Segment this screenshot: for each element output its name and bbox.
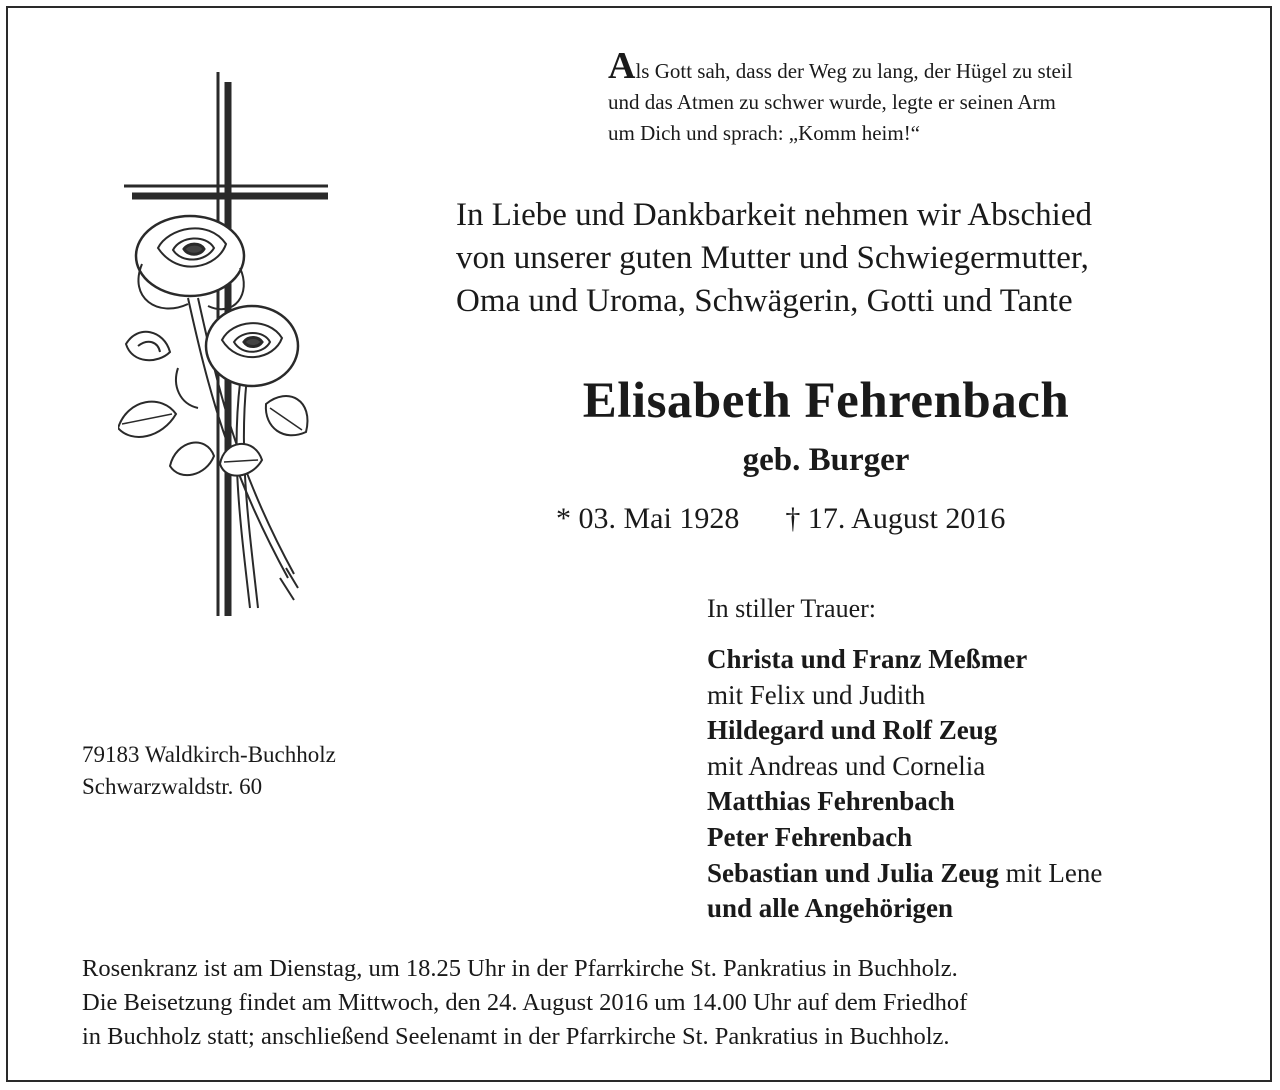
mourner-line: und alle Angehörigen: [707, 893, 954, 924]
mourner-line: Christa und Franz Meßmer: [707, 644, 1028, 674]
poem: [608, 45, 1073, 149]
mourner-line: Matthias Fehrenbach: [707, 786, 955, 817]
mourners-list: [707, 642, 1102, 927]
mourner-line: Sebastian und Julia Zeug mit Lene: [707, 857, 1103, 888]
address-line-2: Schwarzwaldstr. 60: [82, 774, 263, 799]
mourner-line: mit Andreas und Cornelia: [707, 750, 986, 781]
address-line-1: 79183 Waldkirch-Buchholz: [82, 742, 336, 767]
deceased-name: Elisabeth Fehrenbach: [582, 373, 1070, 429]
cross-with-roses-icon: [118, 68, 338, 628]
mourner-line: mit Felix und Judith: [707, 679, 926, 710]
death-date: † 17. August 2016: [785, 502, 1006, 535]
address: [82, 739, 336, 803]
poem-line: um Dich und sprach: „Komm heim!“: [608, 121, 921, 145]
intro-line: von unserer guten Mutter und Schwiegermutter,: [456, 240, 1089, 276]
farewell-intro: [456, 194, 1092, 323]
mourner-line: Hildegard und Rolf Zeug: [707, 715, 998, 746]
birth-date: * 03. Mai 1928: [556, 502, 740, 535]
service-line: in Buchholz statt; anschließend Seelenamt in der Pfarrkirche St. Pankratius in Buchholz.: [82, 1023, 950, 1050]
intro-line: In Liebe und Dankbarkeit nehmen wir Abschied: [456, 197, 1092, 233]
service-line: Die Beisetzung findet am Mittwoch, den 24. August 2016 um 14.00 Uhr auf dem Friedhof: [82, 989, 968, 1016]
service-line: Rosenkranz ist am Dienstag, um 18.25 Uhr in der Pfarrkirche St. Pankratius in Buchholz.: [82, 955, 958, 982]
intro-line: Oma und Uroma, Schwägerin, Gotti und Tante: [456, 283, 1073, 319]
service-details: [82, 952, 967, 1054]
mourner-line: Peter Fehrenbach: [707, 821, 913, 852]
poem-line: ls Gott sah, dass der Weg zu lang, der Hügel zu steil: [635, 59, 1073, 83]
poem-line: und das Atmen zu schwer wurde, legte er seinen Arm: [608, 90, 1056, 114]
poem-initial: A: [608, 45, 636, 87]
birth-name: geb. Burger: [742, 442, 910, 478]
life-dates: [556, 502, 1005, 536]
mourning-heading: In stiller Trauer:: [707, 594, 876, 623]
